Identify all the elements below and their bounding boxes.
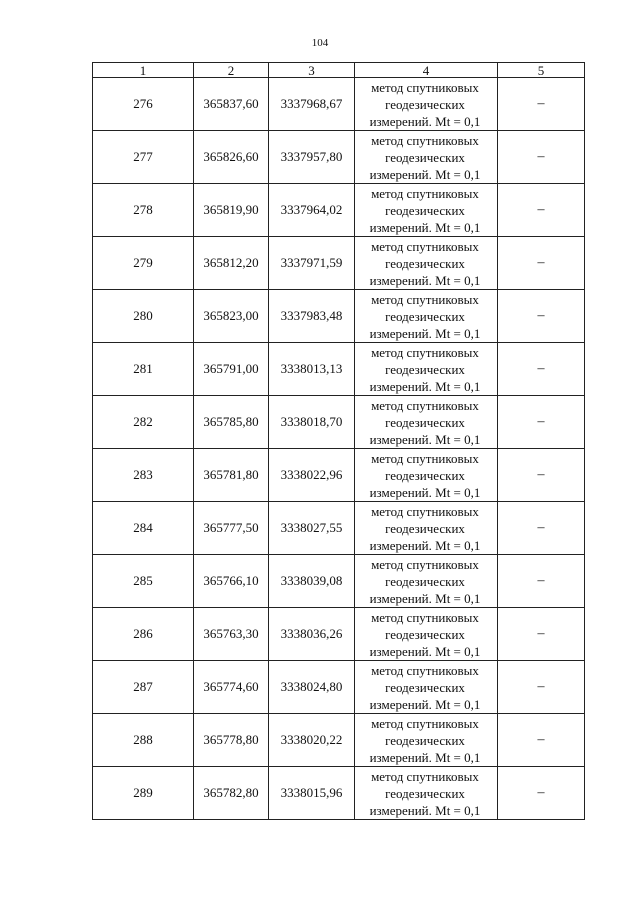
note-cell: –: [498, 184, 585, 237]
note-cell: –: [498, 396, 585, 449]
page-number: 104: [311, 37, 329, 49]
method-cell: [355, 608, 498, 661]
point-number-cell: 289: [93, 767, 194, 820]
method-cell: [355, 502, 498, 555]
x-coordinate-cell: 365791,00: [194, 343, 269, 396]
method-cell: [355, 767, 498, 820]
note-cell: –: [498, 555, 585, 608]
column-header-2: 2: [194, 63, 269, 78]
point-number-cell: 277: [93, 131, 194, 184]
x-coordinate-cell: 365823,00: [194, 290, 269, 343]
y-coordinate-cell: 3337983,48: [269, 290, 355, 343]
method-text: метод спутниковых геодезических измерений. Mt = 0,1: [369, 662, 481, 712]
x-coordinate-cell: 365826,60: [194, 131, 269, 184]
table-row: [93, 184, 585, 237]
method-cell: [355, 343, 498, 396]
table-row: [93, 661, 585, 714]
table-row: [93, 290, 585, 343]
y-coordinate-cell: 3337957,80: [269, 131, 355, 184]
table-row: [93, 608, 585, 661]
column-header-4: 4: [355, 63, 498, 78]
point-number-cell: 288: [93, 714, 194, 767]
note-cell: –: [498, 343, 585, 396]
method-text: метод спутниковых геодезических измерений. Mt = 0,1: [369, 79, 481, 129]
x-coordinate-cell: 365785,80: [194, 396, 269, 449]
column-header-1: 1: [93, 63, 194, 78]
method-text: метод спутниковых геодезических измерений. Mt = 0,1: [369, 715, 481, 765]
note-cell: –: [498, 449, 585, 502]
method-cell: [355, 290, 498, 343]
table-row: [93, 449, 585, 502]
table-row: [93, 767, 585, 820]
method-text: метод спутниковых геодезических измерений. Mt = 0,1: [369, 450, 481, 500]
column-header-3: 3: [269, 63, 355, 78]
method-text: метод спутниковых геодезических измерений. Mt = 0,1: [369, 768, 481, 818]
method-text: метод спутниковых геодезических измерений. Mt = 0,1: [369, 609, 481, 659]
y-coordinate-cell: 3337964,02: [269, 184, 355, 237]
note-cell: –: [498, 237, 585, 290]
coordinates-table: [92, 62, 585, 820]
table-body: [93, 78, 585, 820]
table-header: [93, 63, 585, 78]
header-row: [93, 63, 585, 78]
x-coordinate-cell: 365766,10: [194, 555, 269, 608]
point-number-cell: 276: [93, 78, 194, 131]
method-text: метод спутниковых геодезических измерений. Mt = 0,1: [369, 291, 481, 341]
y-coordinate-cell: 3338013,13: [269, 343, 355, 396]
x-coordinate-cell: 365774,60: [194, 661, 269, 714]
table-row: [93, 502, 585, 555]
point-number-cell: 284: [93, 502, 194, 555]
method-text: метод спутниковых геодезических измерений. Mt = 0,1: [369, 185, 481, 235]
method-cell: [355, 396, 498, 449]
point-number-cell: 287: [93, 661, 194, 714]
table-row: [93, 714, 585, 767]
y-coordinate-cell: 3338036,26: [269, 608, 355, 661]
y-coordinate-cell: 3337971,59: [269, 237, 355, 290]
table-row: [93, 131, 585, 184]
method-text: метод спутниковых геодезических измерений. Mt = 0,1: [369, 132, 481, 182]
y-coordinate-cell: 3338039,08: [269, 555, 355, 608]
y-coordinate-cell: 3338020,22: [269, 714, 355, 767]
x-coordinate-cell: 365777,50: [194, 502, 269, 555]
method-cell: [355, 78, 498, 131]
y-coordinate-cell: 3338027,55: [269, 502, 355, 555]
point-number-cell: 283: [93, 449, 194, 502]
table-row: [93, 396, 585, 449]
x-coordinate-cell: 365837,60: [194, 78, 269, 131]
note-cell: –: [498, 714, 585, 767]
x-coordinate-cell: 365782,80: [194, 767, 269, 820]
point-number-cell: 279: [93, 237, 194, 290]
method-text: метод спутниковых геодезических измерений. Mt = 0,1: [369, 238, 481, 288]
y-coordinate-cell: 3338018,70: [269, 396, 355, 449]
method-cell: [355, 555, 498, 608]
method-cell: [355, 449, 498, 502]
x-coordinate-cell: 365778,80: [194, 714, 269, 767]
note-cell: –: [498, 767, 585, 820]
point-number-cell: 285: [93, 555, 194, 608]
method-cell: [355, 184, 498, 237]
method-text: метод спутниковых геодезических измерений. Mt = 0,1: [369, 397, 481, 447]
table-row: [93, 78, 585, 131]
method-cell: [355, 131, 498, 184]
y-coordinate-cell: 3338022,96: [269, 449, 355, 502]
note-cell: –: [498, 661, 585, 714]
point-number-cell: 286: [93, 608, 194, 661]
point-number-cell: 282: [93, 396, 194, 449]
x-coordinate-cell: 365781,80: [194, 449, 269, 502]
note-cell: –: [498, 608, 585, 661]
y-coordinate-cell: 3338015,96: [269, 767, 355, 820]
y-coordinate-cell: 3338024,80: [269, 661, 355, 714]
table-row: [93, 237, 585, 290]
method-text: метод спутниковых геодезических измерений. Mt = 0,1: [369, 503, 481, 553]
point-number-cell: 280: [93, 290, 194, 343]
method-text: метод спутниковых геодезических измерений. Mt = 0,1: [369, 556, 481, 606]
table-row: [93, 555, 585, 608]
method-cell: [355, 661, 498, 714]
point-number-cell: 281: [93, 343, 194, 396]
note-cell: –: [498, 78, 585, 131]
note-cell: –: [498, 290, 585, 343]
x-coordinate-cell: 365763,30: [194, 608, 269, 661]
x-coordinate-cell: 365819,90: [194, 184, 269, 237]
note-cell: –: [498, 131, 585, 184]
method-cell: [355, 237, 498, 290]
column-header-5: 5: [498, 63, 585, 78]
point-number-cell: 278: [93, 184, 194, 237]
note-cell: –: [498, 502, 585, 555]
table-row: [93, 343, 585, 396]
method-text: метод спутниковых геодезических измерений. Mt = 0,1: [369, 344, 481, 394]
x-coordinate-cell: 365812,20: [194, 237, 269, 290]
method-cell: [355, 714, 498, 767]
y-coordinate-cell: 3337968,67: [269, 78, 355, 131]
